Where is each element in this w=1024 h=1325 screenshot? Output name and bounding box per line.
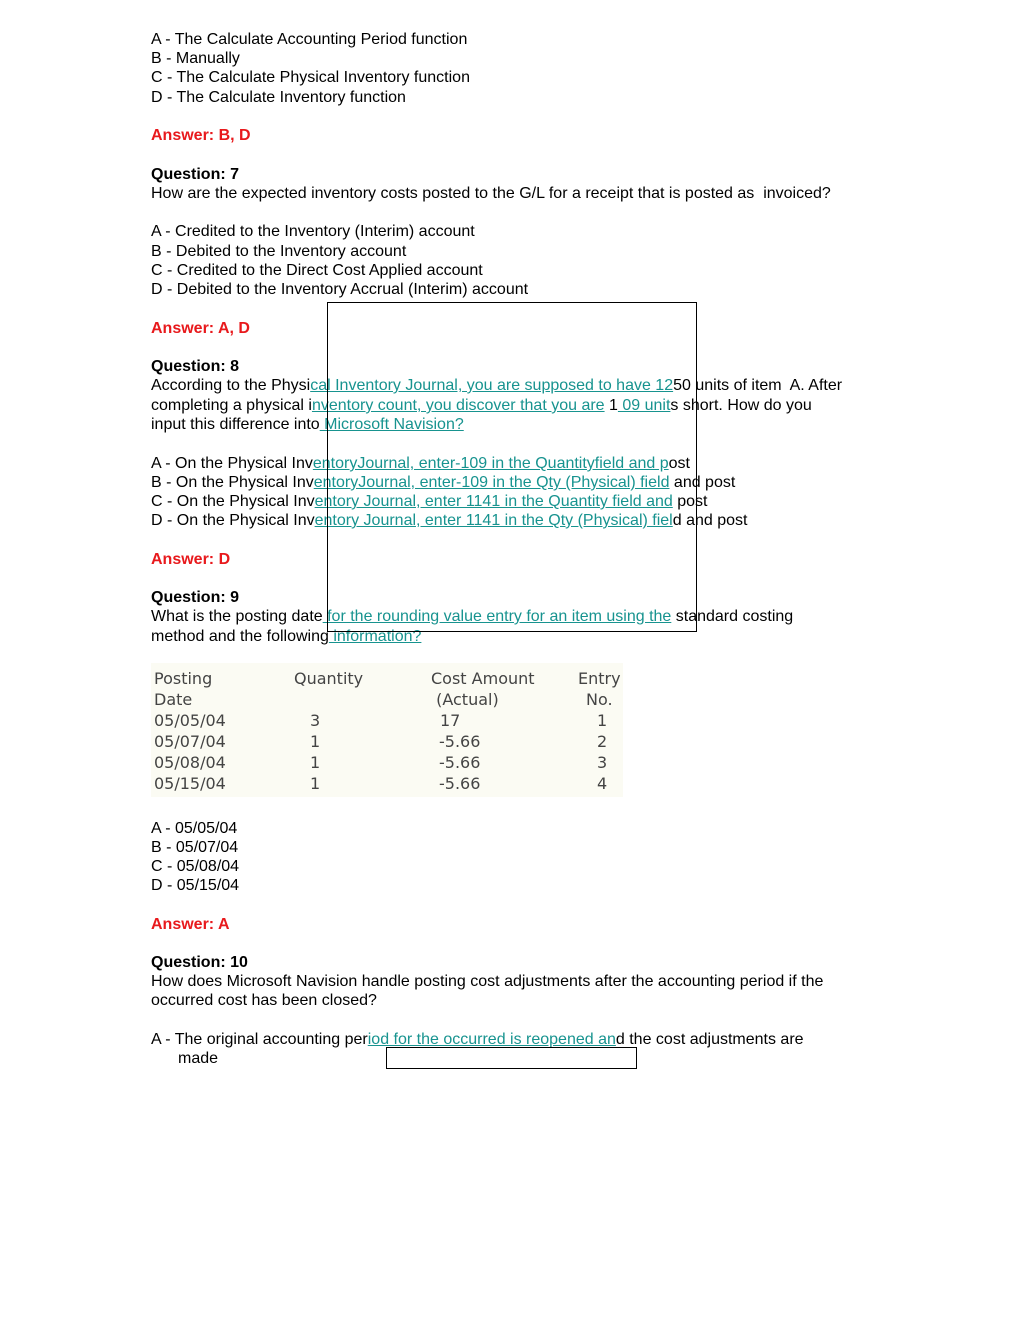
table-cell-date: 05/08/04 xyxy=(154,753,226,772)
table-cell-quantity: 1 xyxy=(310,753,321,772)
q8-option-b: B - On the Physical InventoryJournal, enter-109 in the Qty (Physical) field and post xyxy=(151,474,736,491)
table-cell-quantity: 3 xyxy=(310,711,321,730)
q10-title: Question: 10 xyxy=(151,954,248,971)
table-cell-entry: 4 xyxy=(597,774,608,793)
q8-link[interactable]: Microsoft Navision? xyxy=(319,416,464,433)
q7-option-d: D - Debited to the Inventory Accrual (Interim) account xyxy=(151,281,529,298)
table-cell-cost: 17 xyxy=(440,711,461,730)
q8-link[interactable]: nventory count, you discover that you are xyxy=(311,397,605,414)
q6-option-c: C - The Calculate Physical Inventory function xyxy=(151,69,470,86)
q8-title: Question: 8 xyxy=(151,358,240,375)
table-header-entry-no: Entry No. xyxy=(578,669,621,709)
q7-title: Question: 7 xyxy=(151,166,240,183)
q8-option-d: D - On the Physical Inventory Journal, enter 1141 in the Qty (Physical) field and post xyxy=(151,512,748,529)
table-header-quantity: Quantity xyxy=(294,669,364,688)
q8-link[interactable]: cal Inventory Journal, you are supposed to have 12 xyxy=(310,377,674,394)
q8-option-a: A - On the Physical InventoryJournal, enter-109 in the Quantityfield and post xyxy=(151,455,690,472)
q8-text-line2: completing a physical inventory count, you discover that you are 1 09 units short. How do you xyxy=(151,397,812,414)
q8-text-line3: input this difference into Microsoft Navision? xyxy=(151,416,464,433)
q9-title: Question: 9 xyxy=(151,589,240,606)
q8-option-c-link[interactable]: entory Journal, enter 1141 in the Quantity field and xyxy=(314,493,673,510)
q6-answer: Answer: B, D xyxy=(151,127,251,144)
table-cell-quantity: 1 xyxy=(310,774,321,793)
q9-text-line1: What is the posting date for the rounding value entry for an item using the standard costing xyxy=(151,608,794,625)
q7-option-a: A - Credited to the Inventory (Interim) account xyxy=(151,223,475,240)
q9-link[interactable]: information? xyxy=(328,628,422,645)
q6-option-b: B - Manually xyxy=(151,50,240,67)
q10-option-a: A - The original accounting period for the occurred is reopened and the cost adjustments are xyxy=(151,1031,804,1048)
table-cell-entry: 3 xyxy=(597,753,608,772)
q8-option-a-link[interactable]: entoryJournal, enter-109 in the Quantityfield and p xyxy=(312,455,669,472)
q8-text-line1: According to the Physical Inventory Journal, you are supposed to have 1250 units of item A. After xyxy=(151,377,843,394)
overlay-frame xyxy=(386,1047,637,1069)
q10-text-line1: How does Microsoft Navision handle posting cost adjustments after the accounting period if the xyxy=(151,973,824,990)
q6-option-d: D - The Calculate Inventory function xyxy=(151,89,406,106)
q7-text: How are the expected inventory costs posted to the G/L for a receipt that is posted as invoiced? xyxy=(151,185,831,202)
overlay-frame xyxy=(327,302,697,632)
q8-option-d-link[interactable]: entory Journal, enter 1141 in the Qty (Physical) fiel xyxy=(314,512,673,529)
table-cell-cost: -5.66 xyxy=(439,732,481,751)
table-header-posting-date: Posting Date xyxy=(154,669,213,709)
posting-table xyxy=(151,663,623,797)
q7-answer: Answer: A, D xyxy=(151,320,250,337)
q9-option-b: B - 05/07/04 xyxy=(151,839,239,856)
q9-link[interactable]: for the rounding value entry for an item using the xyxy=(322,608,672,625)
table-cell-quantity: 1 xyxy=(310,732,321,751)
table-cell-cost: -5.66 xyxy=(439,753,481,772)
table-header-cost-amount: Cost Amount (Actual) xyxy=(431,669,535,709)
q6-option-a: A - The Calculate Accounting Period function xyxy=(151,31,468,48)
q7-option-b: B - Debited to the Inventory account xyxy=(151,243,407,260)
q8-option-c: C - On the Physical Inventory Journal, enter 1141 in the Quantity field and post xyxy=(151,493,708,510)
table-cell-entry: 1 xyxy=(597,711,608,730)
q8-option-b-link[interactable]: entoryJournal, enter-109 in the Qty (Physical) field xyxy=(313,474,670,491)
q10-option-a-cont: made xyxy=(178,1050,219,1067)
q9-answer: Answer: A xyxy=(151,916,230,933)
table-cell-cost: -5.66 xyxy=(439,774,481,793)
q9-text-line2: method and the following information? xyxy=(151,628,422,645)
q9-option-d: D - 05/15/04 xyxy=(151,877,240,894)
q10-option-a-link[interactable]: iod for the occurred is reopened an xyxy=(367,1031,616,1048)
q7-option-c: C - Credited to the Direct Cost Applied account xyxy=(151,262,483,279)
q8-link[interactable]: 09 unit xyxy=(617,397,671,414)
q9-option-c: C - 05/08/04 xyxy=(151,858,240,875)
table-cell-date: 05/07/04 xyxy=(154,732,226,751)
q9-option-a: A - 05/05/04 xyxy=(151,820,238,837)
table-cell-date: 05/05/04 xyxy=(154,711,226,730)
table-cell-entry: 2 xyxy=(597,732,608,751)
table-cell-date: 05/15/04 xyxy=(154,774,226,793)
q8-answer: Answer: D xyxy=(151,551,231,568)
q10-text-line2: occurred cost has been closed? xyxy=(151,992,377,1009)
